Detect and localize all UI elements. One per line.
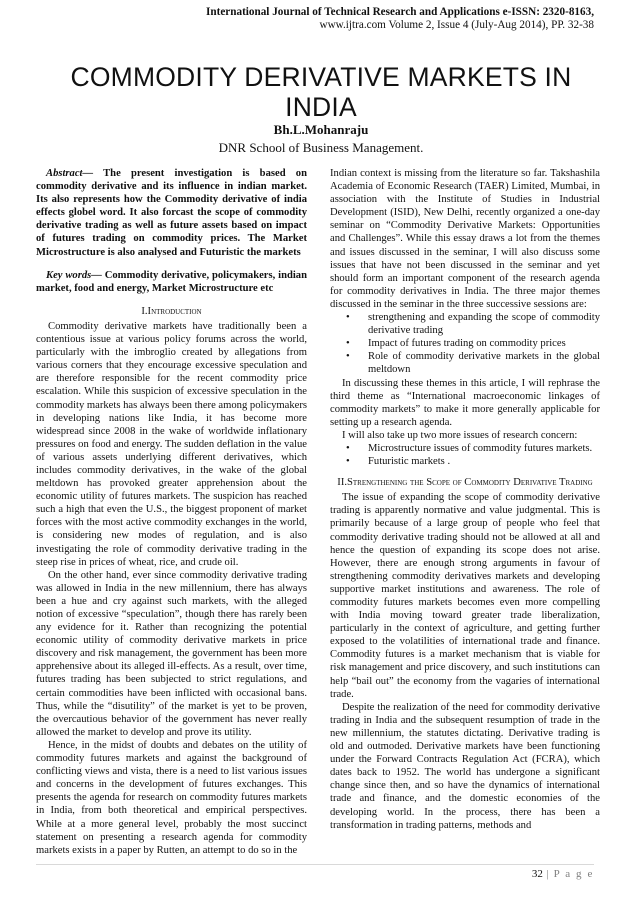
list-item: • Role of commodity derivative markets in the global meltdown (346, 351, 600, 376)
intro-paragraph-1: Commodity derivative markets have traditionally been a contentious issue at various policy forums across the world, particularly with the imbroglio created by allegations from various corners that they encourage excessive speculation and are therefore responsible for the recent commodity price escalation. While this suspicion of excessive speculation in the commodity markets has always been there among policymakers in developing nations like India, it has become more widespread since 2008 in the wake of worldwide inflationary pressures on food and energy. The sudden deflation in the value of various assets underlying different derivatives, which includes commodity derivatives, in the wake of the global meltdown has provoked greater apprehension about the economic utility of futures markets. The suspicion has reached such a high that even the U.S., the biggest proponent of market forces with the most active commodity exchanges in the world, is considering new modes of regulation, and is also investigating the role of commodity derivative trading in the steep rise in prices of wheat, rice, and crude oil. (36, 320, 307, 568)
section-1-heading: I.Introduction (141, 305, 202, 317)
keywords (36, 269, 307, 295)
keywords-label: Key words— (46, 269, 102, 281)
journal-line-1: International Journal of Technical Research and Applications e-ISSN: 2320-8163, (206, 6, 594, 18)
page-separator: | (542, 868, 554, 880)
section-2-paragraph-1: The issue of expanding the scope of commodity derivative trading is apparently normative and value judgmental. This is primarily because of a large group of people who feel that commodity derivative trading should not be allowed at all and hence the question of expanding its scope does not arise. However, there are enough strong arguments in favour of strengthening commodity derivatives markets and developing supportive market institutions and awareness. The role of commodity futures markets becomes even more compelling with India moving toward greater trade liberalization, particularly in the context of agriculture, and getting further exposed to the volatilities of international trade and finance. Commodity futures is a market mechanism that is viable for risk management and price discovery, and such institutions can help “bail out” the economy from the vagaries of international trade. (330, 492, 600, 700)
list-item: • Futuristic markets . (346, 456, 451, 468)
bullet-icon: • (346, 351, 350, 363)
intro-paragraph-6: I will also take up two more issues of research concern: (342, 429, 578, 441)
left-column (36, 167, 307, 857)
themes-list (330, 311, 600, 376)
list-item: • strengthening and expanding the scope of commodity derivative trading (346, 312, 600, 337)
paper-affiliation: DNR School of Business Management. (218, 140, 424, 155)
abstract (36, 167, 307, 259)
journal-line-2: www.ijtra.com Volume 2, Issue 4 (July-Aug 2014), PP. 32-38 (319, 19, 594, 31)
journal-header (34, 6, 594, 32)
intro-paragraph-4: Indian context is missing from the literature so far. Takshashila Academia of Economic Research (TAER) Limited, Mumbai, in association with the Institute of Studies in Industrial Development (ISID), New Delhi, recently organized a one-day seminar on “Commodity Derivative Markets: Opportunities and Challenges”. While this essay draws a lot from the themes and issues discussed in the seminar, I will also discuss some issues that have not been discussed in the seminar and yet should form an important component of the research agenda for commodity derivatives in India. The three major themes discussed in the seminar in the three successive sessions are: (330, 168, 600, 310)
page-footer (532, 868, 594, 880)
footer-divider (36, 864, 594, 865)
paper-author: Bh.L.Mohanraju (273, 122, 369, 137)
section-2-heading: II.Strengthening the Scope of Commodity Derivative Trading (337, 477, 593, 489)
bullet-icon: • (346, 456, 350, 468)
intro-paragraph-3: Hence, in the midst of doubts and debates on the utility of commodity futures markets and against the background of conflicting views and vista, there is a need to list various issues and concerns in the development of futures exchanges. This presents the agenda for research on commodity futures markets in India, from both theoretical and empirical perspectives. While at a more general level, probably the most succinct statement on presenting a research agenda for commodity markets exists in a paper by Rutten, an attempt to do so in the (36, 739, 307, 856)
issues-list (330, 442, 600, 468)
right-column (330, 167, 600, 832)
bullet-icon: • (346, 442, 350, 454)
page-word: P a g e (553, 868, 594, 880)
abstract-label: Abstract— (46, 168, 94, 179)
list-item: • Microstructure issues of commodity futures markets. (346, 442, 593, 454)
paper-title: COMMODITY DERIVATIVE MARKETS IN INDIA (70, 62, 572, 122)
bullet-icon: • (346, 338, 350, 350)
bullet-icon: • (346, 312, 350, 324)
intro-paragraph-5: In discussing these themes in this article, I will rephrase the third theme as “International macroeconomic linkages of commodity markets” to make it more generally applicable for setting up a research agenda. (330, 377, 600, 428)
intro-paragraph-2: On the other hand, ever since commodity derivative trading was allowed in India in the new millennium, there has always been a hue and cry against such markets, with the alleged notion of excessive “speculation”, though there has rarely been any evidence for it. Rather than recognizing the potential economic utility of commodity derivative markets in price discovery and risk management, the government has been more apprehensive about its alleged ill-effects. As a result, over time, futures trading has been subjected to strict regulations, and certain commodities have been inflicted with occasional bans. Thus, while the “disutility” of the market is yet to be proven, the overcautious behavior of the government has never really allowed the market to develop and prove its utility. (36, 569, 307, 738)
page-number: 32 (531, 868, 543, 880)
section-2-paragraph-2: Despite the realization of the need for commodity derivative trading in India and the subsequent resumption of trade in the new millennium, the statutes dictating. Derivative trading is old and outmoded. Derivative markets have been functioning under the Forward Contracts Regulation Act (FCRA), which dates back to 1952. The world has undergone a significant change since then, and so have the dynamics of international trade and finance, and the domestic economies of the developing world. In the process, there has been a transformation in trading patterns, methods and (330, 701, 600, 831)
keywords-text: Commodity derivative, policymakers, indian market, food and energy, Market Microstructure etc (36, 269, 307, 294)
list-item: • Impact of futures trading on commodity prices (346, 338, 566, 350)
abstract-text: The present investigation is based on commodity derivative and its influence in indian market. Its also represents how the Commodity derivative of india effects globel word. It also forcast the scope of commodity derivative trading as well as future assets based on impact of futures trading on commodity prices. The Market Microstructure is also analysed and Futuristic the markets (36, 168, 307, 258)
